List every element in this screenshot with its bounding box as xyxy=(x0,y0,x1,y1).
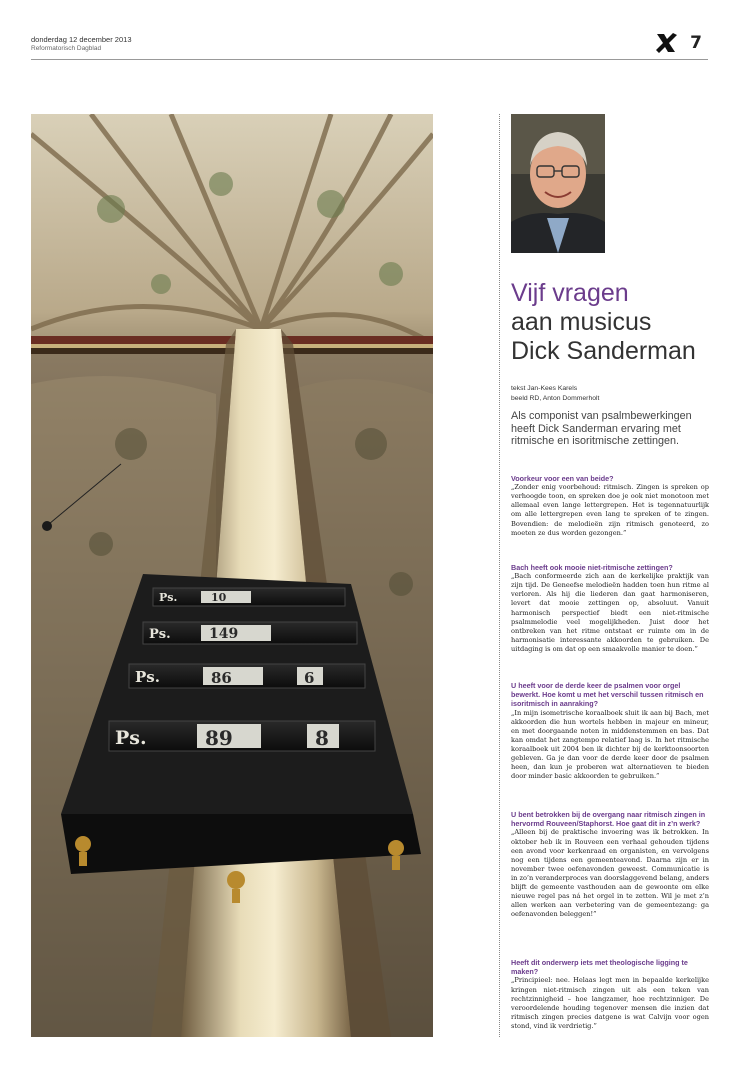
intro-paragraph: Als componist van psalmbewerkingen heeft Dick Sanderman ervaring met ritmische en isoritmische zettingen. xyxy=(511,410,692,447)
issue-date: donderdag 12 december 2013 xyxy=(31,35,132,44)
credits xyxy=(511,384,599,404)
question-1: Voorkeur voor een van beide? xyxy=(511,474,614,483)
board-2-prefix: Ps. xyxy=(149,627,171,642)
qa-block-1 xyxy=(511,474,709,538)
portrait-photo xyxy=(511,114,605,253)
page-number: 7 xyxy=(690,33,702,53)
qa-block-5 xyxy=(511,958,709,1031)
board-3-prefix: Ps. xyxy=(135,668,160,686)
section-logo-icon xyxy=(656,33,678,53)
masthead xyxy=(31,33,708,60)
question-4: U bent betrokken bij de overgang naar ritmisch zingen in hervormd Rouveen/Staphorst. Hoe gaat dit in z’n werk? xyxy=(511,810,706,829)
board-3-verse: 6 xyxy=(304,669,315,687)
question-5: Heeft dit onderwerp iets met theologische ligging te maken? xyxy=(511,958,688,977)
column-separator xyxy=(499,114,500,1037)
answer-3: „In mijn isometrische koraalboek sluit ik aan bij Bach, met akkoorden die hun wortels hebben in majeur en mineur, en met doorgaande noten in middenstemmen en bas. Dat kan omdat het zangtempo relatief laag is. In het ritmische koraalboek uit 2004 ben ik dichter bij de kerktoonsoorten gebleven. Ga je dan voor de derde keer door de psalmen heen, dan kun je proberen wat alternatieven te bieden door minder basic akkoorden te gebruiken.” xyxy=(511,708,709,781)
text-credit: tekst Jan-Kees Karels xyxy=(511,385,578,392)
headline-line-2: aan musicus xyxy=(511,308,652,336)
question-2: Bach heeft ook mooie niet-ritmische zettingen? xyxy=(511,563,673,572)
question-3: U heeft voor de derde keer de psalmen voor orgel bewerkt. Hoe komt u met het verschil tussen ritmisch en isoritmisch in aanraking? xyxy=(511,681,704,709)
board-3-number: 86 xyxy=(211,669,232,687)
board-2-number: 149 xyxy=(209,626,239,642)
board-4-verse: 8 xyxy=(315,726,329,750)
headline-line-3: Dick Sanderman xyxy=(511,337,696,365)
board-1-prefix: Ps. xyxy=(159,591,178,604)
board-4-prefix: Ps. xyxy=(115,727,147,749)
board-1-number: 10 xyxy=(211,591,227,604)
qa-block-4 xyxy=(511,810,709,919)
board-4-number: 89 xyxy=(205,726,233,750)
answer-2: „Bach conformeerde zich aan de kerkelijke praktijk van zijn tijd. De Geneefse melodieën hadden toen hun ritme al verloren. Als hij die liederen dan gaat harmoniseren, levert dat mooie zettingen op, absoluut. Vanuit harmonisch perspectief biedt een niet-ritmische psalmmelodie veel mogelijkheden. Juist door het ontbreken van het ritme ontstaat er ruimte om in de harmonisatie interessante akkoorden te gebruiken. De uitdaging is om dat op een smaakvolle manier te doen.” xyxy=(511,572,709,653)
church-column-photo xyxy=(31,114,433,1037)
qa-block-2 xyxy=(511,563,709,654)
photo-credit: beeld RD, Anton Dommerholt xyxy=(511,395,600,402)
qa-block-3 xyxy=(511,681,709,781)
answer-4: „Alleen bij de praktische invoering was ik betrokken. In oktober heb ik in Rouveen een verhaal gehouden tijdens een avond voor kerkenraad en organisten, en vervolgens nog een tijdens een gemeenteavond. Daarna zijn er in november twee oefenavonden geweest. Communicatie is in zo’n veranderproces van doorslaggevend belang, anders blijft de gemeente vasthouden aan de gewoonte om elke nieuwe regel pas ná het orgel in te zetten. Wil je met z’n allen werken aan verbetering van de gemeentezang: ga oefenavonden beleggen!” xyxy=(511,828,709,919)
headline-accent: Vijf vragen xyxy=(511,279,629,307)
answer-5: „Principieel: nee. Helaas legt men in bepaalde kerkelijke kringen niet-ritmisch zingen uit als een teken van rechtzinnigheid – hoe langzamer, hoe rechtzinniger. De veroordelende houding tegenover mensen die inzien dat ritmisch zingen precies datgene is wat Calvijn voor ogen stond, vind ik verdrietig.” xyxy=(511,976,709,1030)
newspaper-name: Reformatorisch Dagblad xyxy=(31,45,102,52)
headline xyxy=(511,279,731,366)
answer-1: „Zonder enig voorbehoud: ritmisch. Zingen is spreken op verhoogde toon, en spreken doe je ook niet monotoon met allemaal even lange lettergrepen. Het is tegennatuurlijk om alle lettergrepen even lang te spreken of te zingen. Bovendien: de melodieën zijn ritmisch genoteerd, zo moeten ze dus worden gezongen.” xyxy=(511,483,709,537)
